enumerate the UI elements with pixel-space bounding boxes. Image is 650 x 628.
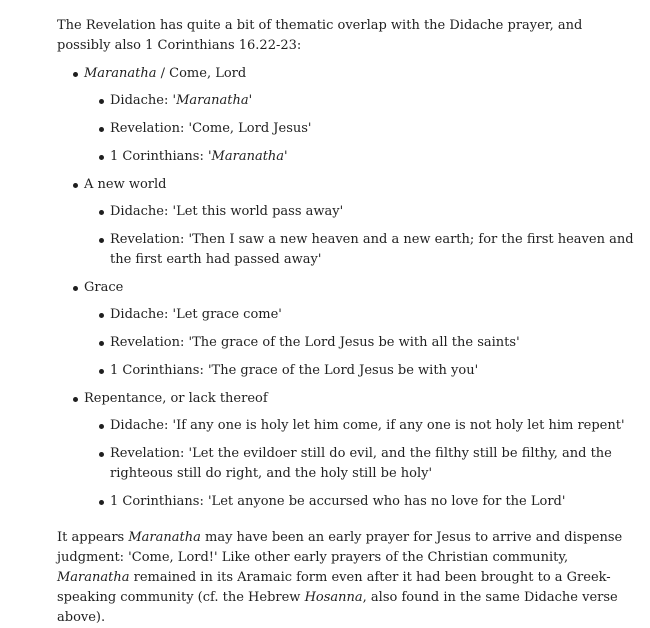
source-quote: 'Let grace come' (172, 307, 282, 322)
source-quote-item (84, 230, 637, 270)
source-quote-item (84, 416, 637, 436)
theme-title (84, 391, 268, 406)
theme-title-text: / Come, Lord (156, 66, 247, 81)
source-name: Didache: (110, 204, 173, 219)
theme-title-text: Repentance, or lack thereof (84, 391, 268, 406)
article-body (57, 16, 637, 628)
source-name: 1 Corinthians: (110, 149, 208, 164)
source-name: 1 Corinthians: (110, 494, 208, 509)
source-quote: 'Maranatha' (207, 149, 288, 164)
closing-maranatha-1: Maranatha (128, 530, 201, 545)
source-quote-item (84, 361, 637, 381)
source-quote: 'If any one is holy let him come, if any one is not holy let him repent' (172, 418, 625, 433)
closing-text-3: remained in its Aramaic form even after it had been brought to a Greek-speaking community (cf. the Hebrew (57, 570, 611, 605)
theme-item (57, 278, 637, 381)
theme-item (57, 64, 637, 167)
theme-title (84, 177, 167, 192)
source-quote-item (84, 147, 637, 167)
source-quote: 'Then I saw a new heaven and a new earth; for the first heaven and the first earth had passed away' (110, 232, 634, 267)
source-name: Didache: (110, 307, 173, 322)
source-name: Revelation: (110, 232, 189, 247)
closing-maranatha-2: Maranatha (57, 570, 130, 585)
closing-text-2: may have been an early prayer for Jesus to arrive and dispense judgment: 'Come, Lord!' Like other early prayers of the Christian community, (57, 530, 623, 565)
intro-paragraph: The Revelation has quite a bit of thematic overlap with the Didache prayer, and possibly also 1 Corinthians 16.22-23: (57, 18, 583, 53)
source-quote-item (84, 119, 637, 139)
source-list (84, 202, 637, 270)
source-quote: 'Come, Lord Jesus' (188, 121, 312, 136)
theme-title-text: Grace (84, 280, 124, 295)
source-list (84, 91, 637, 167)
source-name: Didache: (110, 93, 173, 108)
source-quote: 'The grace of the Lord Jesus be with all the saints' (188, 335, 520, 350)
theme-title-italic: Maranatha (84, 66, 157, 81)
source-quote-item (84, 91, 637, 111)
theme-title-text: A new world (84, 177, 167, 192)
theme-title (84, 66, 246, 81)
closing-paragraph (57, 528, 637, 628)
source-name: Didache: (110, 418, 173, 433)
source-quote: 'Maranatha' (172, 93, 253, 108)
source-name: Revelation: (110, 446, 189, 461)
source-list (84, 305, 637, 381)
source-quote-item (84, 492, 637, 512)
source-quote-item (84, 333, 637, 353)
theme-item (57, 175, 637, 270)
source-quote-item (84, 444, 637, 484)
source-name: 1 Corinthians: (110, 363, 208, 378)
source-name: Revelation: (110, 335, 189, 350)
source-list (84, 416, 637, 512)
source-quote-item (84, 202, 637, 222)
closing-text-4: , also found in the same Didache verse above). (57, 590, 618, 625)
closing-text-1: It appears (57, 530, 129, 545)
source-quote-item (84, 305, 637, 325)
source-quote: 'The grace of the Lord Jesus be with you' (207, 363, 479, 378)
themes-list (57, 64, 637, 512)
source-quote: 'Let the evildoer still do evil, and the filthy still be filthy, and the righteous still do right, and the holy still be holy' (110, 446, 612, 481)
source-quote: 'Let this world pass away' (172, 204, 344, 219)
theme-title (84, 280, 123, 295)
source-name: Revelation: (110, 121, 189, 136)
source-quote: 'Let anyone be accursed who has no love for the Lord' (207, 494, 566, 509)
closing-hosanna: Hosanna (304, 590, 363, 605)
theme-item (57, 389, 637, 512)
